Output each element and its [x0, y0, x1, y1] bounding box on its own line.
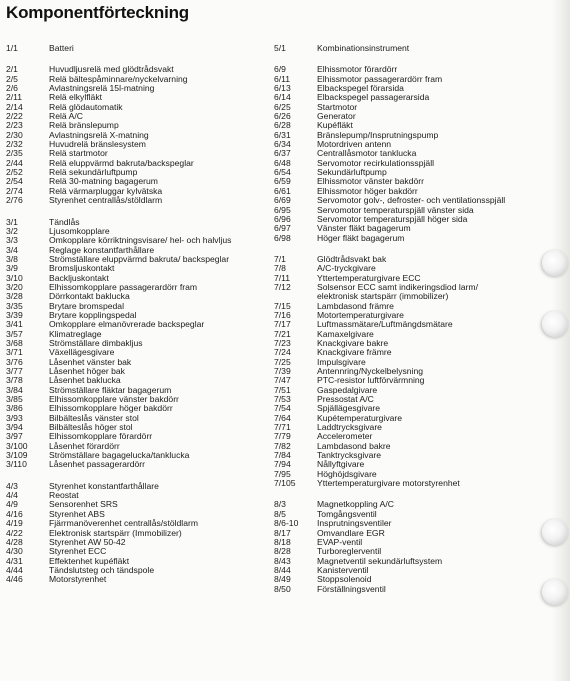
binder-hole: [542, 579, 568, 605]
component-description: Elhissomkopplare passagerardörr fram: [49, 281, 198, 292]
component-code: 6/25: [274, 101, 291, 112]
component-description: Batteri: [49, 43, 74, 53]
component-description: Lambdasond främre: [317, 300, 394, 311]
component-description: Relä bältespåminnare/nyckelvarning: [49, 73, 188, 84]
component-description: Höger fläkt bagagerum: [317, 232, 405, 243]
component-row: [6, 302, 268, 311]
component-code: 4/16: [6, 508, 23, 519]
component-code: 3/9: [6, 263, 18, 274]
component-row: [274, 255, 514, 264]
component-row: [6, 482, 268, 491]
component-row: [6, 432, 268, 441]
component-code: 6/14: [274, 92, 291, 103]
component-description: Knackgivare bakre: [317, 337, 389, 348]
component-code: 8/17: [274, 527, 291, 538]
component-code: 2/6: [6, 83, 18, 94]
component-code: 3/86: [6, 403, 23, 414]
component-code: 3/110: [6, 459, 27, 470]
component-description: Relä glödautomatik: [49, 101, 123, 112]
component-description: Spjällägesgivare: [317, 403, 381, 414]
component-description: EVAP-ventil: [317, 536, 363, 547]
component-code: 8/50: [274, 583, 291, 594]
component-code: 7/39: [274, 366, 291, 376]
component-code: 6/54: [274, 167, 291, 178]
component-row: [274, 460, 514, 469]
component-row: [6, 414, 268, 423]
component-code: 4/19: [6, 518, 23, 529]
component-row: [274, 538, 514, 547]
component-code: 7/95: [274, 468, 291, 479]
component-code: 7/21: [274, 328, 291, 339]
component-group: [274, 44, 514, 53]
component-row: [6, 255, 268, 264]
component-code: 2/76: [6, 195, 23, 206]
component-description: Sekundärluftpump: [317, 167, 387, 178]
component-code: 3/78: [6, 375, 23, 386]
component-description: Styrenhet konstantfarthållare: [49, 480, 159, 491]
component-code: 7/51: [274, 384, 291, 395]
component-row: [274, 451, 514, 460]
component-row: [6, 500, 268, 509]
component-code: 6/95: [274, 204, 291, 215]
component-description: Centrallåsmotor tanklucka: [317, 148, 417, 159]
component-code: 2/30: [6, 129, 23, 140]
component-row: [274, 339, 514, 348]
component-description: Styrenhet ABS: [49, 508, 105, 519]
component-description: Luftmassmätare/Luftmängdsmätare: [317, 319, 453, 330]
component-group: [6, 218, 268, 470]
component-row: [6, 292, 268, 301]
component-code: 6/37: [274, 148, 291, 159]
component-description: Kupéfläkt: [317, 120, 353, 131]
component-code: 2/23: [6, 120, 23, 131]
component-row: [274, 330, 514, 339]
component-row: [274, 93, 514, 102]
component-description: Startmotor: [317, 101, 358, 112]
component-description: Tomgångsventil: [317, 508, 377, 519]
component-row: [6, 44, 268, 53]
component-description: Relä A/C: [49, 111, 83, 122]
component-row: [6, 491, 268, 500]
component-description: Låsenhet förardörr: [49, 440, 120, 451]
component-code: 7/11: [274, 272, 291, 283]
component-row: [6, 159, 268, 168]
component-row: [274, 159, 514, 168]
component-group: [6, 44, 268, 53]
component-row: [6, 264, 268, 273]
component-description: Yttertemperaturgivare motorstyrenhet: [317, 478, 460, 489]
component-code: 1/1: [6, 43, 18, 53]
component-code: 4/9: [6, 499, 18, 510]
binder-hole: [542, 250, 568, 276]
component-row: [274, 283, 514, 302]
component-row: [6, 320, 268, 329]
component-description: Elbackspegel passagerarsida: [317, 92, 430, 103]
component-description: Kupétemperaturgivare: [317, 412, 403, 423]
component-description: Relä eluppvärmd bakruta/backspeglar: [49, 157, 194, 168]
component-code: 7/1: [274, 253, 286, 264]
component-code: 3/109: [6, 450, 28, 461]
component-row: [274, 44, 514, 53]
component-description: Tändslutsteg och tändspole: [49, 564, 155, 575]
component-code: 7/105: [274, 478, 296, 489]
component-code: 6/11: [274, 73, 291, 84]
component-description: Elhissmotor höger bakdörr: [317, 185, 418, 196]
component-row: [274, 386, 514, 395]
component-code: 7/8: [274, 263, 286, 274]
component-description: Motordriven antenn: [317, 139, 392, 150]
component-description: Elhissomkopplare vänster bakdörr: [49, 394, 179, 405]
component-description: Elhissmotor passagerardörr fram: [317, 73, 443, 84]
component-description: Nållyftgivare: [317, 459, 365, 470]
component-description: Bränslepump/Insprutningspump: [317, 129, 439, 140]
component-row: [274, 234, 514, 243]
component-code: 8/5: [274, 508, 286, 519]
component-group: [274, 255, 514, 489]
component-code: 2/11: [6, 92, 23, 103]
component-code: 6/26: [274, 111, 291, 122]
component-description: Lambdasond bakre: [317, 440, 391, 451]
component-row: [6, 566, 268, 575]
component-row: [274, 432, 514, 441]
component-row: [6, 218, 268, 227]
component-description: Servomotor golv-, defroster- och ventilationsspjäll: [317, 195, 506, 206]
component-code: 7/84: [274, 450, 291, 461]
component-code: 7/54: [274, 403, 291, 414]
component-description: Bilbälteslås höger stol: [49, 422, 133, 433]
component-code: 2/44: [6, 157, 23, 168]
component-row: [274, 566, 514, 575]
component-description: Accelerometer: [317, 431, 373, 442]
component-description: Stoppsolenoid: [317, 574, 372, 585]
component-code: 7/47: [274, 375, 291, 386]
component-row: [6, 348, 268, 357]
component-description: Avlastningsrelä 15l-matning: [49, 83, 155, 94]
component-code: 6/98: [274, 232, 291, 243]
component-description: Bromsljuskontakt: [49, 263, 115, 274]
component-code: 3/1: [6, 216, 18, 227]
component-description: Vänster fläkt bagagerum: [317, 223, 411, 234]
component-row: [6, 538, 268, 547]
component-description: Magnetkoppling A/C: [317, 499, 394, 510]
component-code: 3/94: [6, 422, 23, 433]
component-row: [6, 103, 268, 112]
component-description: Motorstyrenhet: [49, 574, 107, 585]
component-code: 8/3: [274, 499, 286, 510]
component-code: 7/64: [274, 412, 291, 423]
component-code: 3/10: [6, 272, 23, 283]
component-description: Styrenhet centrallås/stöldlarm: [49, 195, 163, 206]
component-description: Styrenhet AW 50-42: [49, 536, 126, 547]
component-code: 6/34: [274, 139, 291, 150]
component-description: Tändlås: [49, 216, 80, 227]
component-code: 7/17: [274, 319, 291, 330]
component-code: 4/30: [6, 546, 23, 557]
component-description: Strömställare fläktar bagagerum: [49, 384, 172, 395]
component-row: [274, 519, 514, 528]
component-row: [274, 348, 514, 357]
component-description: Turboreglerventil: [317, 546, 382, 557]
component-description: Elhissmotor vänster bakdörr: [317, 176, 424, 187]
component-code: 7/94: [274, 459, 291, 470]
component-code: 3/8: [6, 253, 18, 264]
component-description: Relä bränslepump: [49, 120, 119, 131]
component-description: Fjärrmanöverenhet centrallås/stöldlarm: [49, 518, 199, 529]
component-description: Kombinationsinstrument: [317, 43, 410, 53]
component-description: Brytare kopplingspedal: [49, 309, 137, 320]
component-description: Bilbälteslås vänster stol: [49, 412, 139, 423]
component-code: 8/6-10: [274, 518, 299, 529]
component-code: 6/9: [274, 64, 286, 75]
component-code: 3/57: [6, 328, 23, 339]
binder-hole: [542, 311, 568, 337]
component-description: Insprutningsventiler: [317, 518, 392, 529]
component-description: Servomotor temperaturspjäll höger sida: [317, 213, 468, 224]
component-code: 3/100: [6, 440, 28, 451]
component-description: Generator: [317, 111, 356, 122]
component-code: 3/3: [6, 235, 18, 246]
component-code: 7/53: [274, 394, 291, 405]
component-code: 8/43: [274, 555, 291, 566]
component-code: 7/23: [274, 337, 291, 348]
component-code: 7/15: [274, 300, 291, 311]
component-row: [274, 423, 514, 432]
component-code: 4/3: [6, 480, 18, 491]
component-row: [274, 320, 514, 329]
component-description: Pressostat A/C: [317, 394, 374, 405]
component-description: Huvudrelä bränslesystem: [49, 139, 146, 150]
component-description: Omkopplare körriktningsvisare/ hel- och halvljus: [49, 235, 232, 246]
component-description: Gaspedalgivare: [317, 384, 378, 395]
component-code: 8/18: [274, 536, 291, 547]
component-code: 6/69: [274, 195, 291, 206]
component-code: 2/52: [6, 167, 23, 178]
component-row: [274, 112, 514, 121]
component-code: 2/22: [6, 111, 23, 122]
component-code: 3/71: [6, 347, 23, 358]
component-code: 7/24: [274, 347, 291, 358]
component-description: Elhissomkopplare höger bakdörr: [49, 403, 173, 414]
component-row: [6, 283, 268, 292]
component-code: 6/13: [274, 83, 291, 94]
component-row: [274, 585, 514, 594]
component-description: Brytare bromspedal: [49, 300, 124, 311]
component-description: Låsenhet höger bak: [49, 366, 125, 376]
component-code: 6/48: [274, 157, 291, 168]
component-description: Låsenhet vänster bak: [49, 356, 132, 367]
component-description: Elektronisk startspärr (Immobilizer): [49, 527, 182, 538]
component-description: Kanisterventil: [317, 564, 369, 575]
component-description: Kamaxelgivare: [317, 328, 374, 339]
component-list-right: [274, 44, 514, 606]
component-code: 8/49: [274, 574, 291, 585]
component-code: 7/12: [274, 281, 291, 292]
component-code: 4/44: [6, 564, 23, 575]
component-description: Avlastningsrelä X-matning: [49, 129, 149, 140]
component-description: Tanktrycksgivare: [317, 450, 381, 461]
component-code: 3/4: [6, 244, 18, 255]
component-code: 3/28: [6, 291, 23, 302]
component-code: 3/2: [6, 225, 18, 236]
component-description: Låsenhet baklucka: [49, 375, 121, 386]
component-description: Relä startmotor: [49, 148, 108, 159]
component-row: [6, 547, 268, 556]
component-description: Styrenhet ECC: [49, 546, 107, 557]
component-code: 2/35: [6, 148, 23, 159]
component-row: [274, 376, 514, 385]
component-description: Reostat: [49, 490, 79, 501]
component-description: Omkopplare elmanövrerade backspeglar: [49, 319, 205, 330]
component-description: Magnetventil sekundärluftsystem: [317, 555, 443, 566]
component-code: 2/14: [6, 101, 23, 112]
component-code: 3/41: [6, 319, 23, 330]
component-description: Strömställare eluppvärmd bakruta/ backspeglar: [49, 253, 230, 264]
component-row: [6, 140, 268, 149]
component-description: Låsenhet passagerardörr: [49, 459, 146, 470]
component-description: Knackgivare främre: [317, 347, 392, 358]
component-code: 6/31: [274, 129, 291, 140]
component-code: 7/16: [274, 309, 291, 320]
component-row: [6, 460, 268, 469]
component-code: 3/77: [6, 366, 23, 376]
component-description: A/C-tryckgivare: [317, 263, 376, 274]
component-code: 3/68: [6, 337, 23, 348]
component-description: Huvudljusrelä med glödtrådsvakt: [49, 64, 174, 75]
component-description: Relä sekundärluftpump: [49, 167, 138, 178]
component-row: [6, 575, 268, 584]
component-row: [274, 500, 514, 509]
component-code: 6/28: [274, 120, 291, 131]
component-row: [274, 529, 514, 538]
component-description: Strömställare bagagelucka/tanklucka: [49, 450, 190, 461]
component-row: [274, 442, 514, 451]
component-row: [6, 367, 268, 376]
component-code: 6/61: [274, 185, 291, 196]
component-description: Servomotor recirkulationsspjäll: [317, 157, 435, 168]
component-code: 3/84: [6, 384, 23, 395]
component-code: 3/20: [6, 281, 23, 292]
component-description: Glödtrådsvakt bak: [317, 253, 387, 264]
component-row: [6, 112, 268, 121]
component-row: [274, 510, 514, 519]
component-description: Backljuskontakt: [49, 272, 109, 283]
component-description: Yttertemperaturgivare ECC: [317, 272, 421, 283]
component-description: Relä elkylfläkt: [49, 92, 103, 103]
component-description: Solsensor ECC samt indikeringsdiod larm/ elektronisk startspärr (immobilizer): [317, 281, 478, 302]
component-code: 4/28: [6, 536, 23, 547]
component-code: 2/74: [6, 185, 23, 196]
component-code: 8/44: [274, 564, 291, 575]
component-code: 2/1: [6, 64, 18, 75]
component-group: [274, 500, 514, 593]
page-title: Komponentförteckning: [6, 3, 189, 22]
component-row: [6, 93, 268, 102]
component-code: 4/22: [6, 527, 23, 538]
component-row: [274, 414, 514, 423]
component-row: [6, 339, 268, 348]
component-description: Laddtrycksgivare: [317, 422, 382, 433]
component-description: Klimatreglage: [49, 328, 102, 339]
component-code: 5/1: [274, 43, 286, 53]
component-group: [274, 65, 514, 243]
component-description: Ljusomkopplare: [49, 225, 110, 236]
component-description: Elbackspegel förarsida: [317, 83, 404, 94]
component-code: 8/28: [274, 546, 291, 557]
component-code: 3/97: [6, 431, 23, 442]
component-row: [274, 395, 514, 404]
component-row: [274, 557, 514, 566]
component-description: Impulsgivare: [317, 356, 366, 367]
component-group: [6, 65, 268, 205]
component-code: 3/39: [6, 309, 23, 320]
component-code: 7/71: [274, 422, 291, 433]
component-row: [274, 479, 514, 488]
component-code: 7/25: [274, 356, 291, 367]
component-description: Servomotor temperaturspjäll vänster sida: [317, 204, 474, 215]
component-code: 4/46: [6, 574, 23, 585]
component-description: Sensorenhet SRS: [49, 499, 118, 510]
component-row: [274, 575, 514, 584]
component-description: Elhissmotor förardörr: [317, 64, 398, 75]
component-code: 6/96: [274, 213, 291, 224]
component-code: 3/35: [6, 300, 23, 311]
component-row: [6, 84, 268, 93]
component-description: Höghöjdsgivare: [317, 468, 377, 479]
component-description: Effektenhet kupéfläkt: [49, 555, 130, 566]
component-group: [6, 482, 268, 585]
component-row: [274, 103, 514, 112]
component-code: 7/79: [274, 431, 291, 442]
component-description: Relä 30-matning bagagerum: [49, 176, 158, 187]
component-description: Växellägesgivare: [49, 347, 115, 358]
component-code: 3/85: [6, 394, 23, 405]
binder-hole: [542, 519, 568, 545]
component-list-left: [6, 44, 268, 597]
component-code: 2/5: [6, 73, 18, 84]
component-description: PTC-resistor luftförvärmning: [317, 375, 425, 386]
component-description: Reglage konstantfarthållare: [49, 244, 155, 255]
component-code: 4/4: [6, 490, 18, 501]
component-description: Dörrkontakt baklucka: [49, 291, 130, 302]
component-row: [6, 358, 268, 367]
component-row: [6, 196, 268, 205]
component-description: Motortemperaturgivare: [317, 309, 404, 320]
component-description: Strömställare dimbakljus: [49, 337, 143, 348]
component-code: 2/32: [6, 139, 23, 150]
component-code: 3/93: [6, 412, 23, 423]
component-code: 7/82: [274, 440, 291, 451]
component-description: Antennring/Nyckelbelysning: [317, 366, 424, 376]
component-row: [274, 131, 514, 140]
component-code: 6/97: [274, 223, 291, 234]
component-code: 4/31: [6, 555, 23, 566]
component-description: Förställningsventil: [317, 583, 386, 594]
component-row: [6, 529, 268, 538]
component-description: Elhissomkopplare förardörr: [49, 431, 153, 442]
component-code: 6/59: [274, 176, 291, 187]
component-code: 2/54: [6, 176, 23, 187]
component-code: 3/76: [6, 356, 23, 367]
component-description: Omvandlare EGR: [317, 527, 385, 538]
component-description: Relä värmarpluggar kylvätska: [49, 185, 163, 196]
